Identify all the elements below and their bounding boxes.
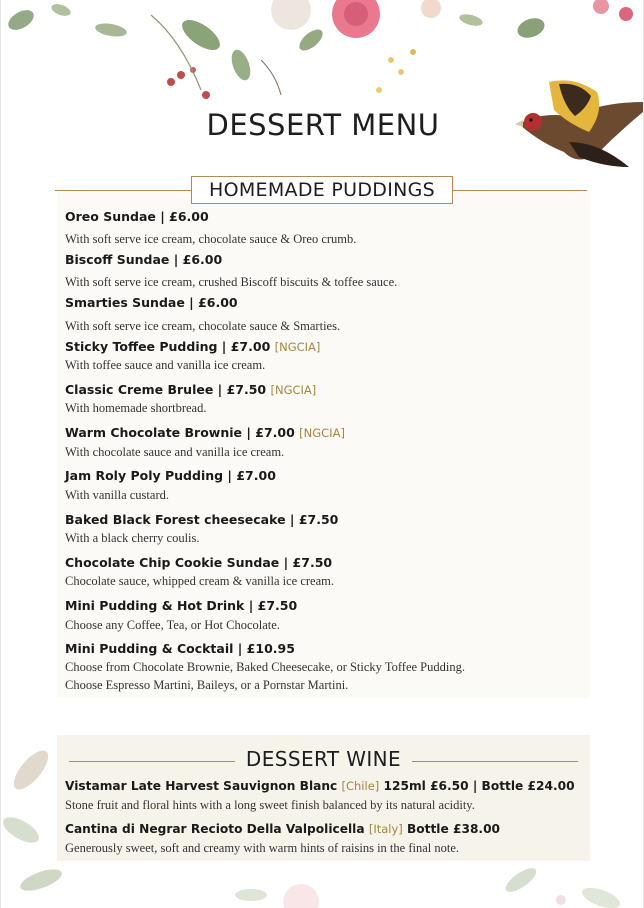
pudding-name: Jam Roly Poly Pudding | £7.00 — [65, 468, 276, 483]
pudding-name: Chocolate Chip Cookie Sundae | £7.50 — [65, 555, 333, 570]
puddings-heading: HOMEMADE PUDDINGS — [191, 176, 453, 204]
allergen-tag: [NGCIA] — [299, 426, 345, 440]
pudding-description: With chocolate sauce and vanilla ice cream. — [65, 445, 285, 459]
wine-name: Cantina di Negrar Recioto Della Valpolicella [Italy] Bottle £38.00 — [65, 822, 501, 836]
pudding-description: With vanilla custard. — [65, 488, 169, 502]
pudding-description: With homemade shortbread. — [65, 401, 207, 415]
pudding-description: With a black cherry coulis. — [65, 531, 200, 545]
origin-tag: [Chile] — [341, 779, 380, 793]
pudding-name: Biscoff Sundae | £6.00 — [65, 252, 223, 267]
pudding-description: Choose any Coffee, Tea, or Hot Chocolate. — [65, 618, 280, 632]
pudding-name: Oreo Sundae | £6.00 — [65, 209, 209, 224]
floral-border-top — [1, 0, 644, 110]
dessert-wine-section — [57, 735, 590, 861]
pudding-description: Choose Espresso Martini, Baileys, or a Pornstar Martini. — [65, 678, 349, 692]
pudding-name: Warm Chocolate Brownie | £7.00 [NGCIA] — [65, 425, 345, 440]
pudding-description: Choose from Chocolate Brownie, Baked Cheesecake, or Sticky Toffee Pudding. — [65, 660, 465, 674]
pudding-name: Smarties Sundae | £6.00 — [65, 295, 238, 310]
wine-name: Vistamar Late Harvest Sauvignon Blanc [Chile] 125ml £6.50 | Bottle £24.00 — [65, 779, 575, 793]
pudding-name: Mini Pudding & Cocktail | £10.95 — [65, 641, 295, 656]
wine-description: Generously sweet, soft and creamy with warm hints of raisins in the final note. — [65, 841, 460, 855]
origin-tag: [Italy] — [368, 822, 403, 836]
menu-title: DESSERT MENU — [206, 108, 440, 142]
pudding-description: Chocolate sauce, whipped cream & vanilla ice cream. — [65, 574, 334, 588]
pudding-description: With toffee sauce and vanilla ice cream. — [65, 358, 266, 372]
pudding-description: With soft serve ice cream, chocolate sauce & Oreo crumb. — [65, 232, 357, 246]
pudding-name: Sticky Toffee Pudding | £7.00 [NGCIA] — [65, 339, 321, 354]
puddings-heading-row — [57, 175, 590, 205]
allergen-tag: [NGCIA] — [270, 383, 317, 397]
wine-description: Stone fruit and floral hints with a long sweet finish balanced by its natural acidity. — [65, 798, 475, 812]
pudding-name: Mini Pudding & Hot Drink | £7.50 — [65, 598, 298, 613]
pudding-name: Classic Creme Brulee | £7.50 [NGCIA] — [65, 382, 317, 397]
pudding-name: Baked Black Forest cheesecake | £7.50 — [65, 512, 339, 527]
allergen-tag: [NGCIA] — [274, 340, 321, 354]
heading-rule-right — [453, 190, 587, 191]
pudding-description: With soft serve ice cream, chocolate sauce & Smarties. — [65, 319, 341, 333]
pudding-description: With soft serve ice cream, crushed Biscoff biscuits & toffee sauce. — [65, 275, 398, 289]
puddings-section — [57, 179, 590, 698]
wine-heading: DESSERT WINE — [245, 747, 402, 771]
heading-rule-left — [55, 190, 191, 191]
